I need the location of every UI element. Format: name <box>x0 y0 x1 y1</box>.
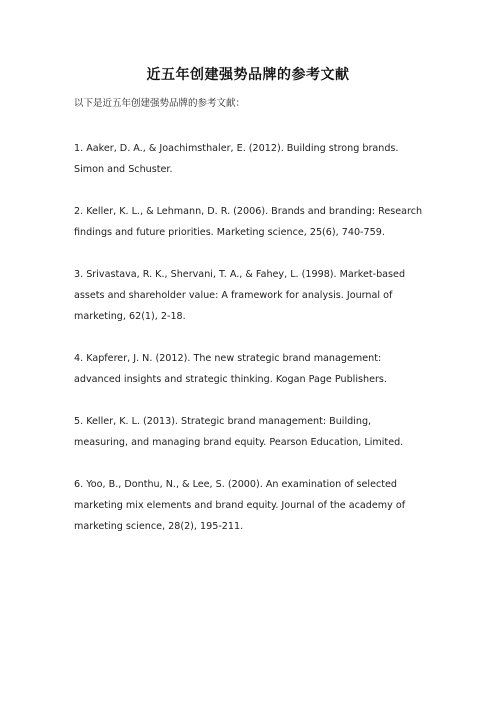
intro-text: 以下是近五年创建强势品牌的参考文献： <box>74 98 246 109</box>
reference-item: 2. Keller, K. L., & Lehmann, D. R. (2006). Brands and branding: Research findings and future priorities. Marketing science, 25(6), 740-759. <box>74 206 423 238</box>
reference-list <box>74 138 424 558</box>
reference-item: 3. Srivastava, R. K., Shervani, T. A., & Fahey, L. (1998). Market-based assets and shareholder value: A framework for analysis. Journal of marketing, 62(1), 2-18. <box>74 269 406 322</box>
reference-item: 6. Yoo, B., Donthu, N., & Lee, S. (2000). An examination of selected marketing mix elements and brand equity. Journal of the academy of marketing science, 28(2), 195-211. <box>74 479 406 532</box>
reference-item: 4. Kapferer, J. N. (2012). The new strategic brand management: advanced insights and strategic thinking. Kogan Page Publishers. <box>74 353 387 385</box>
reference-item: 1. Aaker, D. A., & Joachimsthaler, E. (2012). Building strong brands. Simon and Schuster. <box>74 143 399 175</box>
document-title: 近五年创建强势品牌的参考文献 <box>146 67 350 83</box>
reference-item: 5. Keller, K. L. (2013). Strategic brand management: Building, measuring, and managing brand equity. Pearson Education, Limited. <box>74 416 404 448</box>
